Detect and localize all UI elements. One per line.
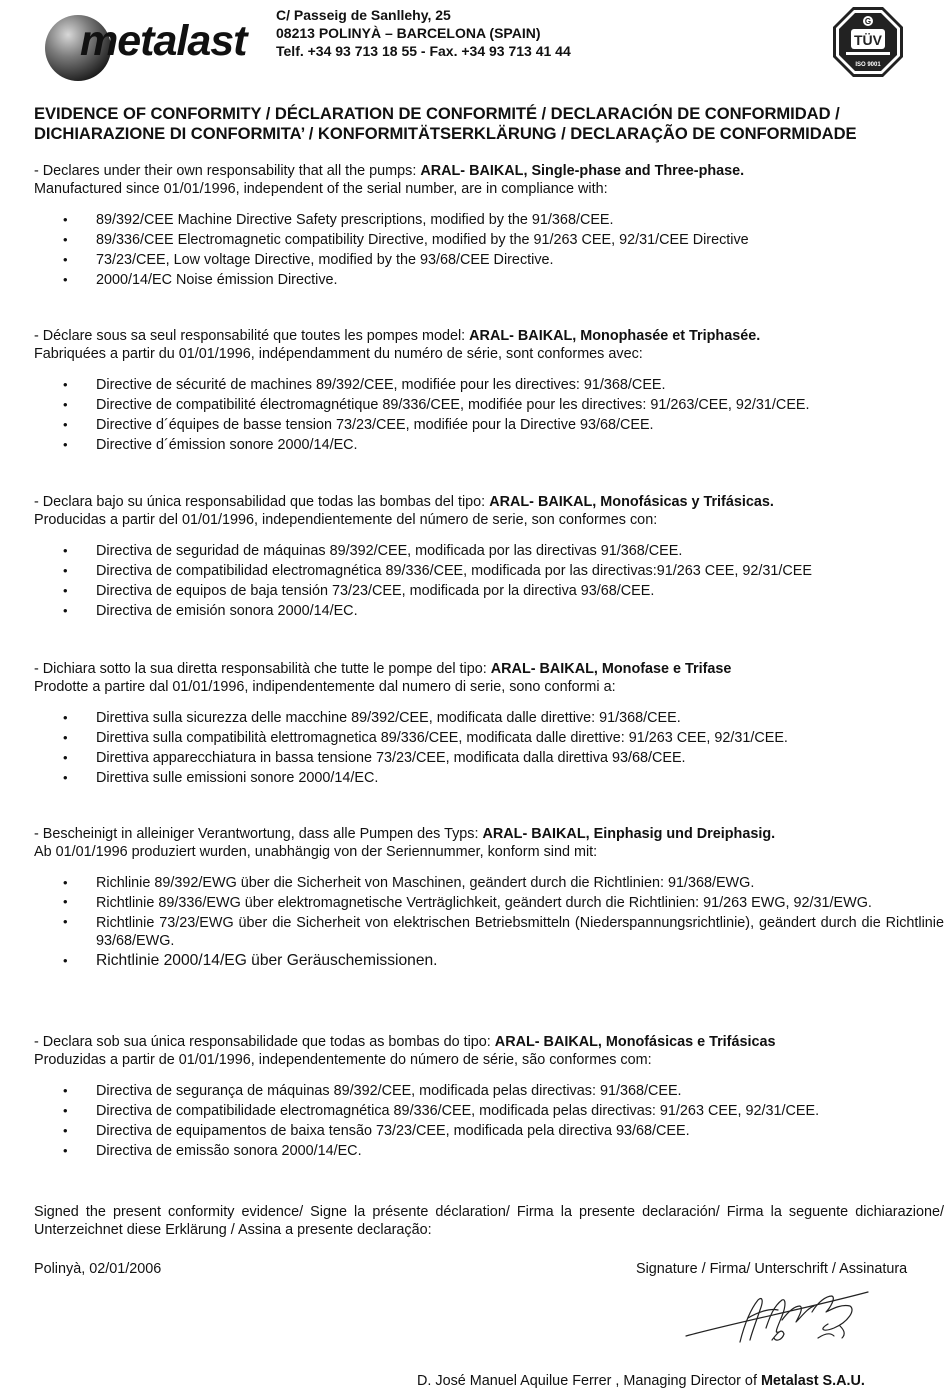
list-item [34,893,944,913]
bullet-icon: • [63,563,68,578]
bullet-icon: • [63,730,68,745]
intro-text: - Declara bajo su única responsabilidad que todas las bombas del tipo: [34,494,490,510]
bullet-icon: • [63,710,68,725]
list-item [34,913,944,951]
section-italian [34,660,944,788]
directive-text: Directive de sécurité de machines 89/392/CEE, modifiée pour les directives: 91/368/CEE. [96,377,666,393]
address-line-2: 08213 POLINYÀ – BARCELONA (SPAIN) [276,25,541,41]
directive-text: Richtlinie 73/23/EWG über die Sicherheit von elektrischen Betriebsmitteln (Niederspannungsrichtlinie), geändert durch die Richtlinie 93/68/EWG. [96,915,944,949]
list-item [34,768,944,788]
list-item [34,581,944,601]
bullet-icon: • [63,1143,68,1158]
bullet-icon: • [63,603,68,618]
directive-text: Richtlinie 2000/14/EG über Geräuschemissionen. [96,952,438,969]
place-date: Polinyà, 02/01/2006 [34,1261,162,1277]
bullet-icon: • [63,953,68,968]
directive-text: Directiva de equipamentos de baixa tensão 73/23/CEE, modificada pela directiva 93/68/CEE. [96,1123,690,1139]
bullet-icon: • [63,543,68,558]
section-intro-line2: Prodotte a partire dal 01/01/1996, indipendentemente dal numero di serie, sono conformi a: [34,679,616,695]
address-line-1: C/ Passeig de Sanllehy, 25 [276,7,451,23]
directive-text: Directiva de emissão sonora 2000/14/EC. [96,1143,362,1159]
signature-label: Signature / Firma/ Unterschrift / Assinatura [636,1261,908,1277]
product-name: ARAL- BAIKAL, Monofásicas e Trifásicas [494,1034,776,1050]
bullet-icon: • [63,894,68,909]
signatory-name: D. José Manuel Aquilue Ferrer , Managing Director of [417,1373,761,1389]
section-portuguese [34,1033,944,1161]
list-item [34,1121,944,1141]
directive-list [34,1081,944,1161]
directive-list [34,708,944,788]
intro-text: - Dichiara sotto la sua diretta responsabilità che tutte le pompe del tipo: [34,661,491,677]
bullet-icon: • [63,437,68,452]
svg-text:G: G [864,17,872,26]
section-intro [34,1033,944,1051]
directive-text: Richlinie 89/392/EWG über die Sicherheit von Maschinen, geändert durch die Richtlinien: 91/368/EWG. [96,875,755,891]
section-intro [34,162,944,180]
directive-text: Direttiva sulla compatibilità elettromagnetica 89/336/CEE, modificata dalle direttive: 91/263 CEE, 92/31/CEE. [96,730,788,746]
logo-wordmark: metalast [80,17,247,65]
directive-text: Richtlinie 89/336/EWG über elektromagnetische Verträglichkeit, geändert durch die Richtlinien: 91/263 EWG, 92/31/EWG. [96,895,872,911]
phone-fax-line: Telf. +34 93 713 18 55 - Fax. +34 93 713 41 44 [276,43,571,59]
intro-text: - Declara sob sua única responsabilidade que todas as bombas do tipo: [34,1034,495,1050]
section-intro [34,825,944,843]
directive-text: Directiva de seguridad de máquinas 89/392/CEE, modificada por las directivas 91/368/CEE. [96,543,683,559]
section-french [34,327,944,455]
bullet-icon: • [63,212,68,227]
list-item [34,1081,944,1101]
handwritten-signature [678,1282,878,1352]
section-intro-line2: Ab 01/01/1996 produziert wurden, unabhängig von der Seriennummer, konform sind mit: [34,844,598,860]
directive-text: 73/23/CEE, Low voltage Directive, modified by the 93/68/CEE Directive. [96,252,554,268]
bullet-icon: • [63,272,68,287]
directive-text: Directiva de emisión sonora 2000/14/EC. [96,603,358,619]
product-name: ARAL- BAIKAL, Single-phase and Three-phase. [420,163,745,179]
product-name: ARAL- BAIKAL, Monofásicas y Trifásicas. [489,494,774,510]
directive-text: 89/392/CEE Machine Directive Safety prescriptions, modified by the 91/368/CEE. [96,212,614,228]
list-item [34,1141,944,1161]
product-name: ARAL- BAIKAL, Monofase e Trifase [490,661,732,677]
section-spanish [34,493,944,621]
list-item [34,270,944,290]
directive-text: Direttiva apparecchiatura in bassa tensione 73/23/CEE, modificata dalla direttiva 93/68/CEE. [96,750,686,766]
list-item [34,250,944,270]
list-item [34,210,944,230]
metalast-logo [42,8,264,82]
intro-text: - Bescheinigt in alleiniger Verantwortung, dass alle Pumpen des Typs: [34,826,483,842]
directive-list [34,210,944,290]
product-name: ARAL- BAIKAL, Monophasée et Triphasée. [469,328,761,344]
iso-label: ISO 9001 [855,62,881,68]
tuv-mark: TÜV [854,32,882,48]
section-intro [34,660,944,678]
company-name: Metalast S.A.U. [760,1373,865,1389]
directive-text: 2000/14/EC Noise émission Directive. [96,272,338,288]
list-item [34,375,944,395]
title-line-2: DICHIARAZIONE DI CONFORMITA’ / KONFORMITÄTSERKLÄRUNG / DECLARAÇÃO DE CONFORMIDADE [34,124,857,143]
intro-text: - Declares under their own responsability that all the pumps: [34,163,421,179]
list-item [34,708,944,728]
section-intro [34,327,944,345]
bullet-icon: • [63,770,68,785]
directive-list [34,375,944,455]
bullet-icon: • [63,1103,68,1118]
bullet-icon: • [63,875,68,890]
section-english [34,162,944,290]
section-intro-line2: Manufactured since 01/01/1996, independent of the serial number, are in compliance with: [34,181,608,197]
bullet-icon: • [63,583,68,598]
list-item [34,435,944,455]
list-item [34,873,944,893]
section-intro-line2: Produzidas a partir de 01/01/1996, independentemente do número de série, são conformes com: [34,1052,652,1068]
list-item [34,415,944,435]
bullet-icon: • [63,397,68,412]
directive-text: Directiva de compatibilidad electromagnética 89/336/CEE, modificada por las directivas:91/263 CEE, 92/31/CEE [96,563,812,579]
bullet-icon: • [63,232,68,247]
directive-text: Direttiva sulla sicurezza delle macchine 89/392/CEE, modificata dalle direttive: 91/368/CEE. [96,710,681,726]
directive-text: Directiva de equipos de baja tensión 73/23/CEE, modificada por la directiva 93/68/CEE. [96,583,655,599]
directive-text: 89/336/CEE Electromagnetic compatibility Directive, modified by the 91/263 CEE, 92/31/CEE Directive [96,232,749,248]
section-intro-line2: Producidas a partir del 01/01/1996, independientemente del número de serie, son conformes con: [34,512,658,528]
directive-text: Directive d´émission sonore 2000/14/EC. [96,437,358,453]
section-intro [34,493,944,511]
directive-text: Directiva de segurança de máquinas 89/392/CEE, modificada pelas directivas: 91/368/CEE. [96,1083,682,1099]
directive-list [34,541,944,621]
title-line-1: EVIDENCE OF CONFORMITY / DÉCLARATION DE CONFORMITÉ / DECLARACIÓN DE CONFORMIDAD / [34,104,840,123]
list-item [34,951,944,971]
list-item [34,601,944,621]
directive-list [34,873,944,971]
signatory-line [417,1373,865,1389]
bullet-icon: • [63,1123,68,1138]
product-name: ARAL- BAIKAL, Einphasig und Dreiphasig. [482,826,776,842]
directive-text: Directiva de compatibilidade electromagnética 89/336/CEE, modificada pelas directivas: 91/263 CEE, 92/31/CEE. [96,1103,820,1119]
bullet-icon: • [63,750,68,765]
signed-statement: Signed the present conformity evidence/ Signe la présente déclaration/ Firma la presente declaración/ Firma la seguente dichiarazione/ Unterzeichnet diese Erklärung / Assina a presente declaração: [34,1204,944,1238]
bullet-icon: • [63,252,68,267]
list-item [34,728,944,748]
bullet-icon: • [63,377,68,392]
section-intro-line2: Fabriquées a partir du 01/01/1996, indépendamment du numéro de série, sont conformes avec: [34,346,643,362]
intro-text: - Déclare sous sa seul responsabilité que toutes les pompes model: [34,328,470,344]
directive-text: Direttiva sulle emissioni sonore 2000/14/EC. [96,770,379,786]
list-item [34,748,944,768]
bullet-icon: • [63,417,68,432]
list-item [34,1101,944,1121]
directive-text: Directive de compatibilité électromagnétique 89/336/CEE, modifiée pour les directives: 91/263/CEE, 92/31/CEE. [96,397,810,413]
tuv-certification-badge [832,6,904,78]
document-title [34,104,946,144]
bullet-icon: • [63,1083,68,1098]
list-item [34,541,944,561]
bullet-icon: • [63,914,68,929]
section-german [34,825,944,971]
list-item [34,561,944,581]
list-item [34,230,944,250]
list-item [34,395,944,415]
directive-text: Directive d´équipes de basse tension 73/23/CEE, modifiée pour la Directive 93/68/CEE. [96,417,654,433]
